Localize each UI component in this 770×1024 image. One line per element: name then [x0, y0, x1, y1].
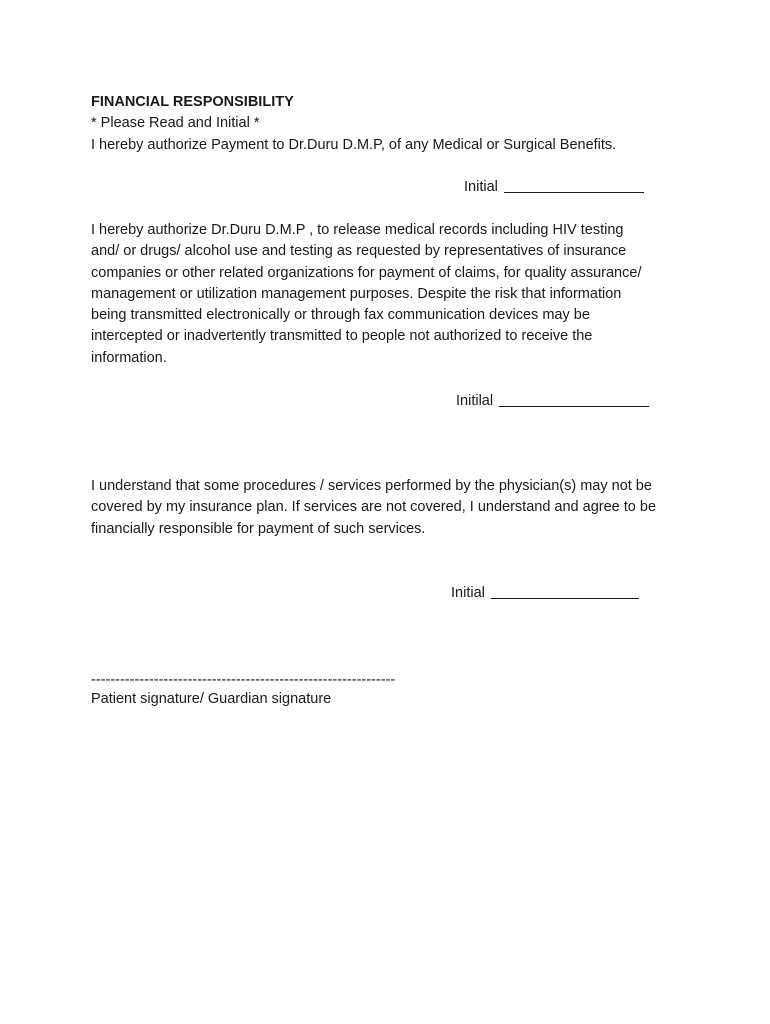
- initial-field-1[interactable]: [464, 177, 644, 198]
- paragraph-line: information.: [91, 349, 167, 366]
- initial-label-3: Initial: [451, 585, 485, 601]
- page-title: FINANCIAL RESPONSIBILITY: [91, 94, 294, 110]
- signature-label: Patient signature/ Guardian signature: [91, 691, 332, 707]
- coverage-paragraph: [91, 476, 691, 540]
- initial-blank-3[interactable]: [491, 586, 639, 599]
- paragraph-line: intercepted or inadvertently transmitted to people not authorized to receive the: [91, 328, 593, 345]
- paragraph-line: financially responsible for payment of such services.: [91, 520, 426, 537]
- initial-label-2: Initilal: [456, 393, 494, 409]
- records-authorization-paragraph: [91, 220, 691, 369]
- initial-blank-1[interactable]: [504, 180, 644, 193]
- initial-label-1: Initial: [464, 179, 498, 195]
- paragraph-line: management or utilization management purposes. Despite the risk that information: [91, 285, 622, 302]
- paragraph-line: companies or other related organizations for payment of claims, for quality assurance/: [91, 264, 642, 281]
- initial-field-2[interactable]: [456, 391, 649, 412]
- paragraph-line: and/ or drugs/ alcohol use and testing as requested by representatives of insurance: [91, 243, 627, 260]
- signature-line[interactable]: ---------------------------------------------------------------: [91, 672, 396, 688]
- paragraph-line: being transmitted electronically or through fax communication devices may be: [91, 307, 590, 324]
- paragraph-line: covered by my insurance plan. If services are not covered, I understand and agree to be: [91, 499, 657, 516]
- paragraph-line: I understand that some procedures / services performed by the physician(s) may not be: [91, 478, 652, 494]
- payment-authorization-text: I hereby authorize Payment to Dr.Duru D.M.P, of any Medical or Surgical Benefits.: [91, 137, 617, 153]
- initial-blank-2[interactable]: [499, 394, 649, 407]
- instruction-text: * Please Read and Initial *: [91, 115, 260, 131]
- initial-field-3[interactable]: [451, 583, 639, 604]
- paragraph-line: I hereby authorize Dr.Duru D.M.P , to release medical records including HIV testing: [91, 222, 624, 238]
